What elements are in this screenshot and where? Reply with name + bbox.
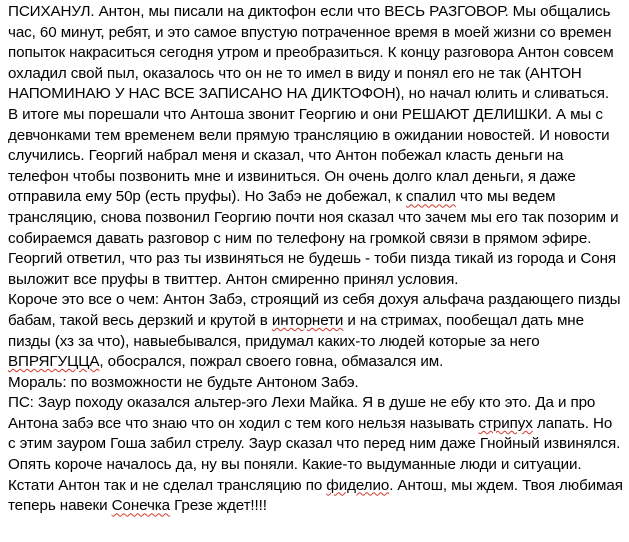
text-run: Мораль: по возможности не будьте Антоном Забэ. bbox=[8, 373, 359, 391]
text-run: Грезе ждет!!!! bbox=[170, 497, 267, 515]
spellcheck-word: фиделио bbox=[326, 476, 390, 494]
text-run: , обосрался, пожрал своего говна, обмазался им. bbox=[99, 353, 444, 371]
text-run: ПС: Заур походу оказался альтер-эго Лехи Майка. Я в душе не ебу кто это. Да и про Антона забэ все что знаю что он ходил с тем кого нельзя называть bbox=[8, 394, 596, 432]
text-run: что мы ведем трансляцию, снова позвонил Георгию почти ноя сказал что зачем мы его так позорим и собираемся давать разговор с ним по телефону на громкой связи в прямом эфире. Георгий ответил, что раз ты извиняться не будешь - тоби пизда тикай из города и Соня выложит все пруфы в твиттер. Антон смиренно принял условия. bbox=[8, 188, 619, 288]
spellcheck-word: ВПРЯГУЦЦА bbox=[8, 353, 100, 371]
paragraph-story bbox=[8, 2, 623, 290]
paragraph-moral bbox=[8, 373, 623, 394]
spellcheck-word: спалил bbox=[406, 188, 456, 206]
text-run: Кстати Антон так и не сделал трансляцию по bbox=[8, 476, 327, 494]
text-run: . Антош, мы ждем. Твоя любимая теперь навеки bbox=[8, 476, 623, 515]
text-run: и на стримах, пообещал дать мне пизды (хз за что), навыебывался, придумал каких-то людей которые за него bbox=[8, 311, 584, 350]
text-run: лапать. Но с этим зауром Гоша забил стрелу. Заур сказал что перед ним даже Гнойный извинялся. Опять короче началось да, ну вы поняли. Какие-то выдуманные люди и ситуации. bbox=[8, 414, 621, 474]
text-run: Короче это все о чем: Антон Забэ, строящий из себя дохуя альфача раздающего пизды бабам, такой весь дерзкий и крутой в bbox=[8, 291, 621, 329]
spellcheck-word: стрипух bbox=[478, 414, 533, 432]
paragraph-ps bbox=[8, 393, 623, 475]
spellcheck-word: инторнети bbox=[271, 311, 344, 329]
paragraph-closing bbox=[8, 476, 623, 517]
spellcheck-word: Сонечка bbox=[111, 497, 170, 515]
paragraph-summary bbox=[8, 290, 623, 372]
text-run: ПСИХАНУЛ. Антон, мы писали на диктофон если что ВЕСЬ РАЗГОВОР. Мы общались час, 60 минут, ребят, и это самое впустую потраченное время в моей жизни со времен попыток накраситься сегодня утром и преобразиться. К концу разговора Антон совсем охладил свой пыл, оказалось что он не то имел в виду и понял его не так (АНТОН НАПОМИНАЮ У НАС ВСЕ ЗАПИСАНО НА ДИКТОФОН), но начал юлить и сливаться. В итоге мы порешали что Антоша звонит Георгию и они РЕШАЮТ ДЕЛИШКИ. А мы с девчонками тем временем вели прямую трансляцию в ожидании новостей. И новости случились. Георгий набрал меня и сказал, что Антон побежал класть деньги на телефон чтобы позвонить мне и извиниться. Он очень долго клал деньги, я даже отправила ему 50р (есть пруфы). Но Забэ не добежал, к bbox=[8, 3, 614, 206]
